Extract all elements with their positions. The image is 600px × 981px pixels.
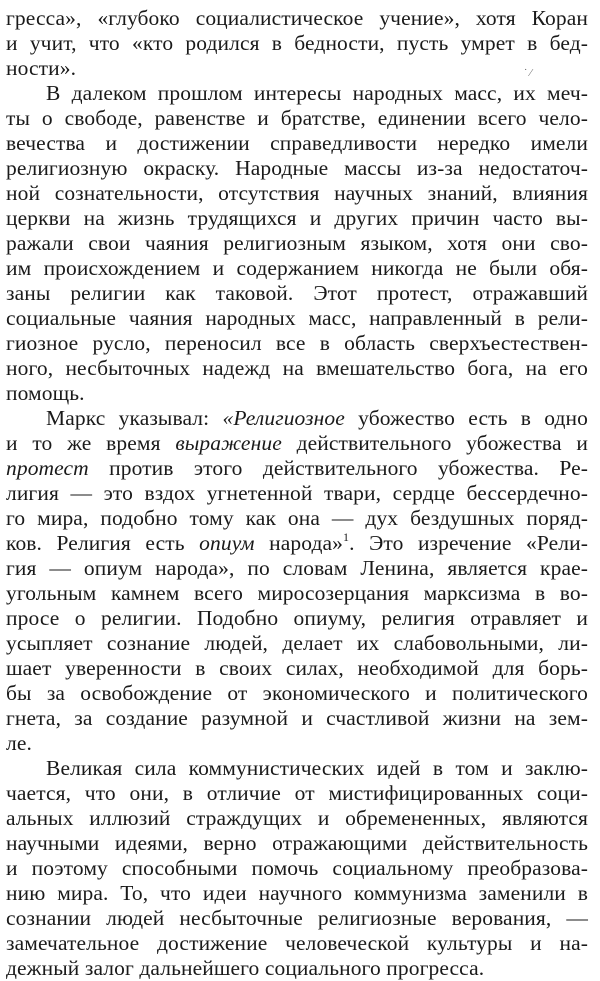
text-line: альных иллюзий страждущих и обремененных, являются <box>6 806 588 830</box>
text-line: им происхождением и содержанием никогда не были обя- <box>6 256 588 280</box>
text-line: ле. <box>6 731 32 755</box>
text-line: го мира, подобно тому как она — дух бездушных поряд- <box>6 506 588 530</box>
text-line: ного, несбыточных надежд на вмешательство бога, на его <box>6 356 588 380</box>
text-line: сознании людей несбыточные религиозные верования, — <box>6 906 588 930</box>
text-line <box>6 431 588 456</box>
text-line: гресса», «глубоко социалистическое учение», хотя Коран <box>6 6 588 30</box>
text-line: ности». <box>6 56 77 80</box>
text-line: усыпляет сознание людей, делает их слабовольными, ли- <box>6 631 588 655</box>
text-run: ков. Религия есть <box>6 531 200 555</box>
text-line: шает уверенности в своих силах, необходимой для борь- <box>6 656 588 680</box>
text-run: Маркс указывал: <box>46 406 223 430</box>
text-line <box>6 456 588 481</box>
text-line: научными идеями, верно отражающими действительность <box>6 831 588 855</box>
text-line: гнета, за создание разумной и счастливой жизни на зем- <box>6 706 588 730</box>
text-line: и поэтому способными помочь социальному преобразова- <box>6 856 588 880</box>
text-line: угольным камнем всего миросозерцания марксизма в во- <box>6 581 588 605</box>
print-speck: ˙ ⁄ <box>524 68 532 79</box>
text-line: ражали свои чаяния религиозным языком, хотя они сво- <box>6 231 588 255</box>
paragraph-start: Великая сила коммунистических идей в том и заклю- <box>46 756 588 780</box>
paragraph-start: В далеком прошлом интересы народных масс, их меч- <box>46 81 588 105</box>
text-line: дежный залог дальнейшего социального прогресса. <box>6 956 485 980</box>
paragraph-start <box>46 406 588 431</box>
text-line: ты о свободе, равенстве и братстве, единении всего чело- <box>6 106 588 130</box>
text-line: помощь. <box>6 381 85 405</box>
footnote-reference[interactable]: 1 <box>343 530 350 544</box>
text-line: бы за освобождение от экономического и политического <box>6 681 588 705</box>
text-line <box>6 531 588 556</box>
text-line: лигия — это вздох угнетенной твари, сердце бессердечно- <box>6 481 588 505</box>
text-line: гия — опиум народа», по словам Ленина, является крае- <box>6 556 588 580</box>
italic-emphasis: выражение <box>175 431 282 455</box>
text-line: замечательное достижение человеческой культуры и на- <box>6 931 588 955</box>
text-line: социальные чаяния народных масс, направленный в рели- <box>6 306 588 330</box>
text-line: просе о религии. Подобно опиуму, религия отравляет и <box>6 606 588 630</box>
text-run: действительного убожества и <box>281 431 588 455</box>
text-run: убожество есть в одно <box>344 406 588 430</box>
text-line: чается, что они, в отличие от мистифицированных соци- <box>6 781 588 805</box>
text-run: народа» <box>254 531 343 555</box>
text-line: нию мира. То, что идеи научного коммунизма заменили в <box>6 881 588 905</box>
text-line: и учит, что «кто родился в бедности, пусть умрет в бед- <box>6 31 588 55</box>
text-run: против этого действительного убожества. Ре- <box>88 456 588 480</box>
text-line: ной сознательности, отсутствия научных знаний, влияния <box>6 181 588 205</box>
text-line: церкви на жизнь трудящихся и других причин часто вы- <box>6 206 588 230</box>
italic-emphasis: «Религиозное <box>222 406 345 430</box>
text-line: вечества и достижении справедливости нередко имели <box>6 131 588 155</box>
italic-emphasis: опиум <box>199 531 255 555</box>
text-line: заны религии как таковой. Этот протест, отражавший <box>6 281 588 305</box>
text-line: гиозное русло, переносил все в область сверхъестествен- <box>6 331 588 355</box>
text-run: и то же время <box>6 431 176 455</box>
text-line: религиозную окраску. Народные массы из-за недостаточ- <box>6 156 588 180</box>
text-run: . Это изречение «Рели- <box>349 531 588 555</box>
italic-emphasis: протест <box>6 456 89 480</box>
